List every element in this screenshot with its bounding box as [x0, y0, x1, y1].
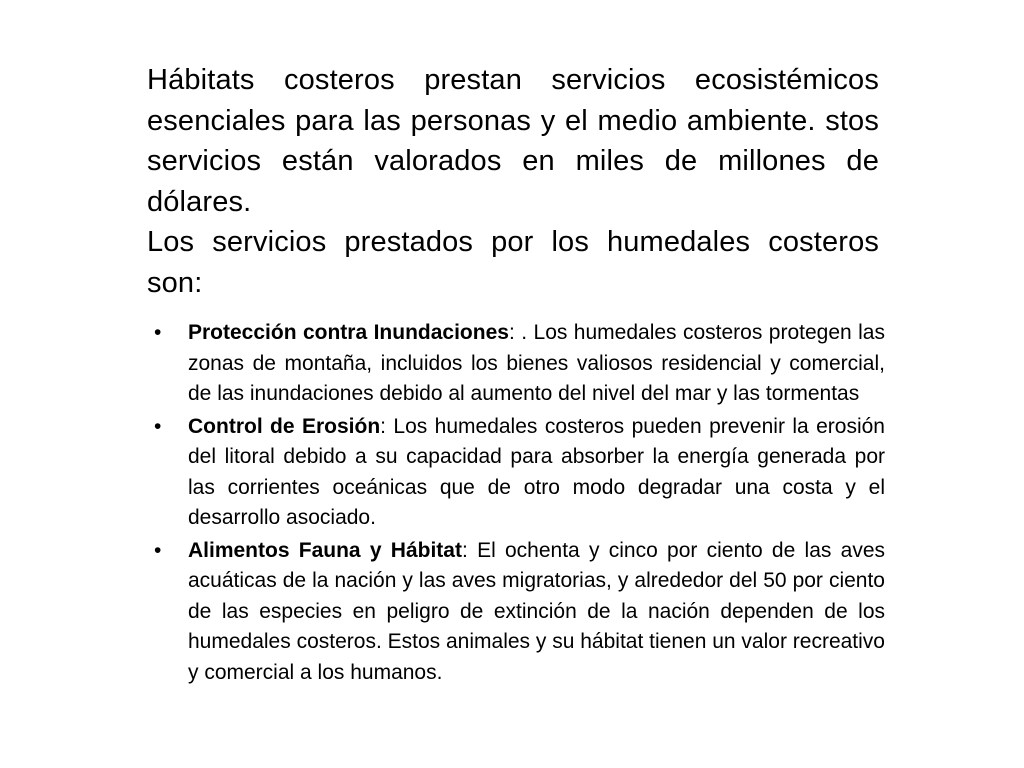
list-item-term: Alimentos Fauna y Hábitat	[188, 538, 462, 562]
intro-text	[147, 60, 879, 303]
bullet-icon: •	[154, 414, 162, 438]
list-item-term: Control de Erosión	[188, 414, 381, 438]
list-item-erosion-control	[152, 412, 885, 534]
list-item-text: : Los humedales costeros pueden prevenir la erosión del litoral debido a su capacidad para absorber la energía generada por las corrientes oceánicas que de otro modo degradar una costa y el desarrollo asociado.	[188, 414, 885, 529]
list-item-term: Protección contra Inundaciones	[188, 321, 509, 344]
bullet-icon: •	[154, 321, 162, 344]
intro-paragraph-1: Hábitats costeros prestan servicios ecosistémicos esenciales para las personas y el medio ambiente. stos servicios están valorados en miles de millones de dólares.	[147, 64, 879, 218]
intro-paragraph-2: Los servicios prestados por los humedales costeros son:	[147, 226, 879, 299]
list-item-flood-protection	[152, 318, 885, 410]
bullet-icon: •	[154, 538, 162, 562]
list-item-food-wildlife-habitat	[152, 536, 885, 689]
list-item-text: : . Los humedales costeros protegen las zonas de montaña, incluidos los bienes valiosos residencial y comercial, de las inundaciones debido al aumento del nivel del mar y las tormentas	[188, 321, 885, 405]
services-list	[152, 318, 885, 690]
list-item-text: : El ochenta y cinco por ciento de las aves acuáticas de la nación y las aves migratorias, y alrededor del 50 por ciento de las especies en peligro de extinción de la nación dependen de los humedales costeros. Estos animales y su hábitat tienen un valor recreativo y comercial a los humanos.	[188, 538, 885, 684]
